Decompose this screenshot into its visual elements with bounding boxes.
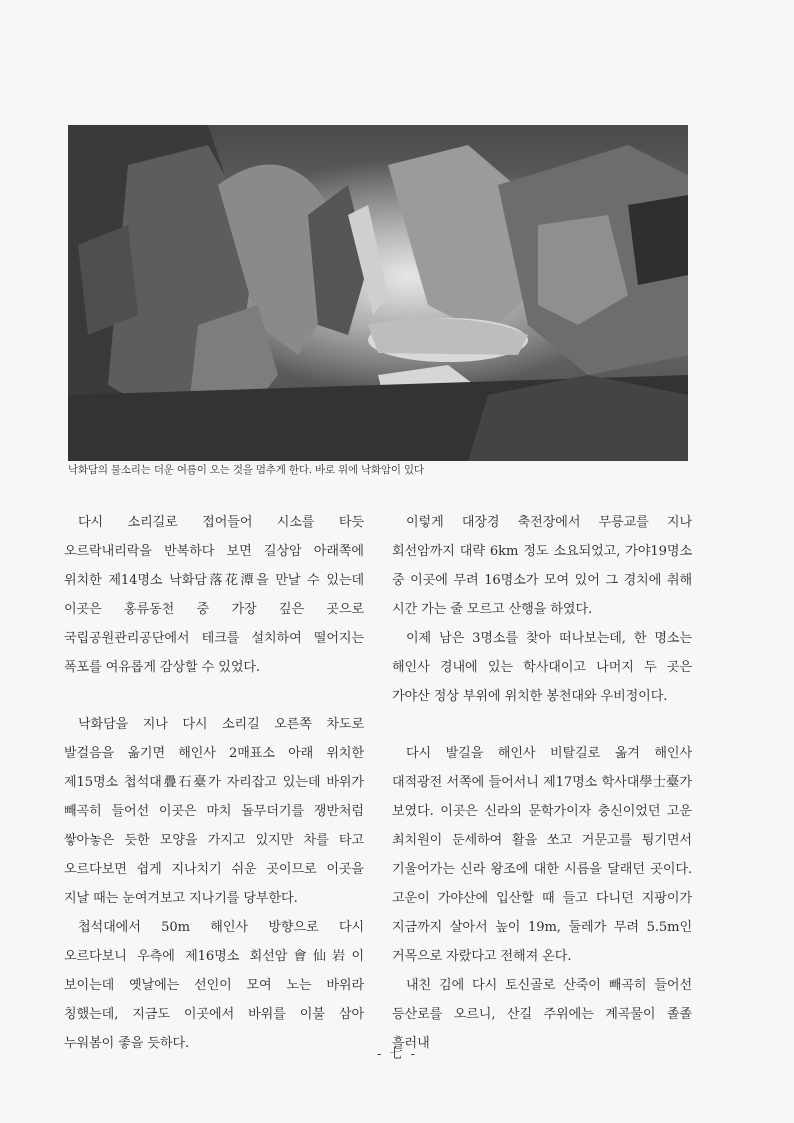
paragraph-cheopseokdae: 낙화담을 지나 다시 소리길 오른쪽 차도로 발걸음을 옮기면 해인사 2매표소 아래 위치한 제15명소 첩석대疊石臺가 자리잡고 있는데 바위가 빼곡히 들어선 이곳은 마치 돌무더기를 쟁반처럼 쌓아놓은 듯한 모양을 가지고 있지만 차를 타고 오르다보면 쉽게 지나치기 쉬운 곳이므로 이곳을 지날 때는 눈여겨보고 지나기를 당부한다. xyxy=(64,717,364,906)
paragraph-haksadae: 다시 발길을 해인사 비탈길로 옮겨 해인사 대적광전 서쪽에 들어서니 제17명소 학사대學士臺가 보였다. 이곳은 신라의 문학가이자 충신이었던 고운 최치원이 둔세하여 활을 쏘고 거문고를 튕기면서 기울어가는 신라 왕조에 대한 시름을 달래던 곳이다. 고운이 가야산에 입산할 때 들고 다니던 지팡이가 지금까지 살아서 높이 19m, 둘레가 무려 5.5m인 거목으로 자랐다고 전해져 온다. xyxy=(392,746,692,964)
paragraph-remaining-sites: 이제 남은 3명소를 찾아 떠나보는데, 한 명소는 해인사 경내에 있는 학사대이고 나머지 두 곳은 가야산 정상 부위에 위치한 봉천대와 우비정이다. xyxy=(392,631,692,704)
photo-illustration xyxy=(68,125,688,461)
paragraph-gap xyxy=(64,682,364,710)
paragraph-summary: 이렇게 대장경 축전장에서 무릉교를 지나 회선암까지 대략 6km 정도 소요되었고, 가야19명소 중 이곳에 무려 16명소가 모여 있어 그 경치에 취해 시간 가는 줄 모르고 산행을 하였다. xyxy=(392,515,692,617)
left-text-column xyxy=(64,508,364,1058)
page-number: - 七 - xyxy=(376,1047,418,1062)
waterfall-photo xyxy=(68,125,688,461)
paragraph-nakhwadam: 다시 소리길로 접어들어 시소를 타듯 오르락내리락을 반복하다 보면 길상암 아래쪽에 위치한 제14명소 낙화담落花潭을 만날 수 있는데 이곳은 홍류동천 중 가장 깊은 곳으로 국립공원관리공단에서 테크를 설치하여 떨어지는 폭포를 여유롭게 감상할 수 있었다. xyxy=(64,515,364,675)
photo-caption: 낙화담의 물소리는 더운 여름이 오는 것을 멈추게 한다. 바로 위에 낙화암이 있다 xyxy=(68,464,424,476)
paragraph-tosingol: 내친 김에 다시 토신골로 산죽이 빼곡히 들어선 등산로를 오르니, 산길 주위에는 계곡물이 졸졸 흘러내 xyxy=(392,978,692,1051)
right-text-column xyxy=(392,508,692,1058)
paragraph-hoeseonam: 첩석대에서 50m 해인사 방향으로 다시 오르다보니 우측에 제16명소 회선암會仙岩이 보이는데 옛날에는 선인이 모여 노는 바위라 칭했는데, 지금도 이곳에서 바위를 이불 삼아 누워봄이 좋을 듯하다. xyxy=(64,920,364,1051)
paragraph-gap xyxy=(392,711,692,739)
